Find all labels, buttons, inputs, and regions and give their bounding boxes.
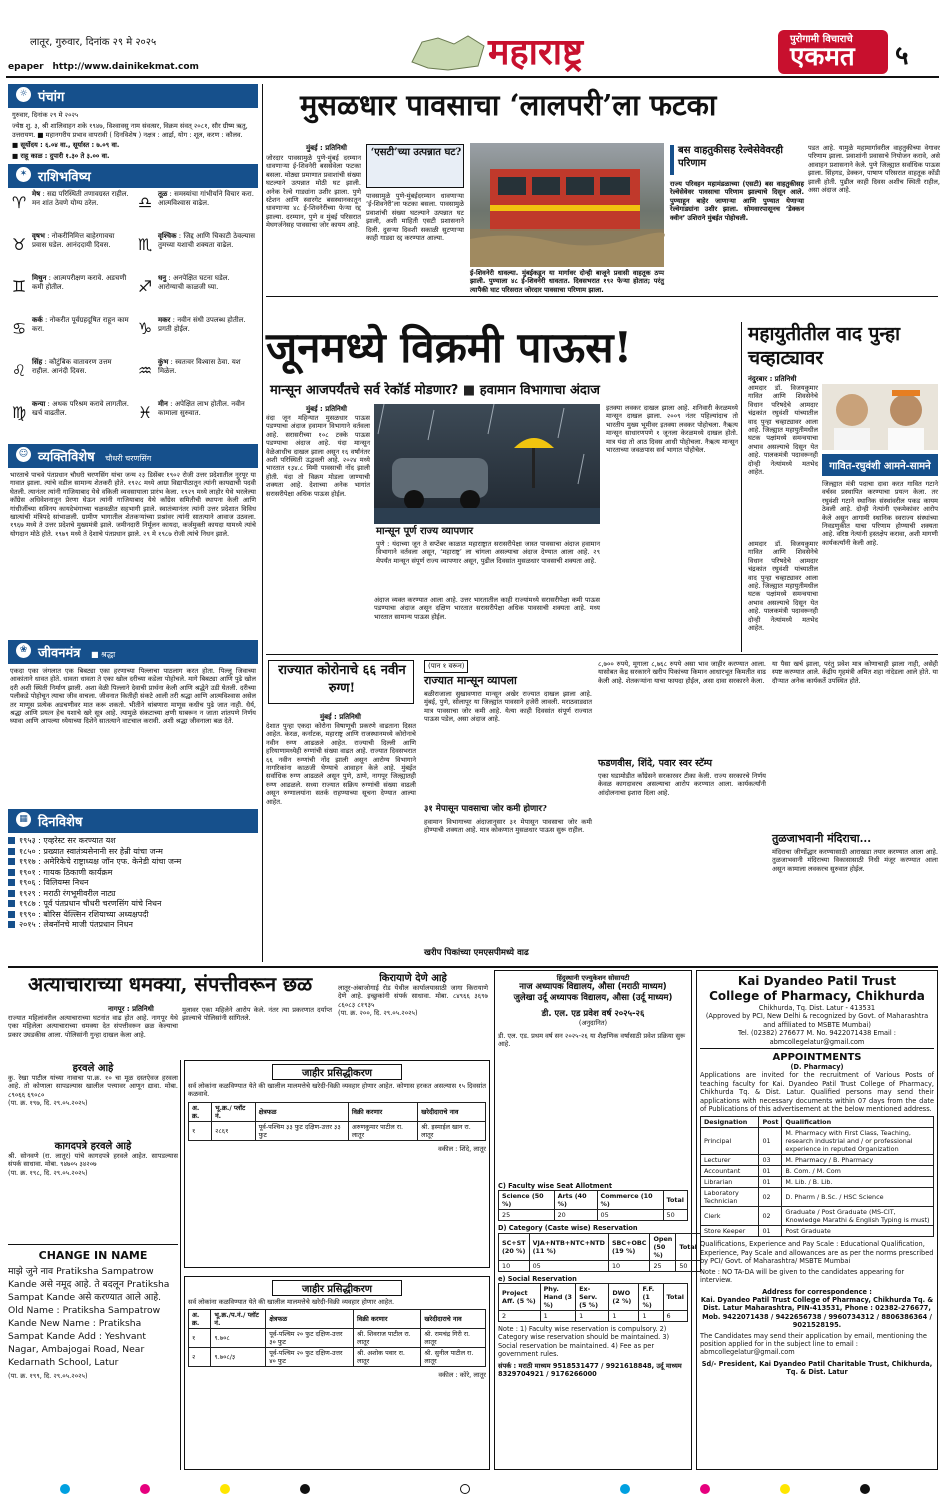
rain-photo — [374, 404, 600, 524]
table-row: Laboratory Technician 02 D. Pharm / B.Sc. / HSC Science — [701, 1188, 934, 1207]
rashi-name: मेष — [32, 190, 41, 199]
rashi-name: कर्क — [32, 316, 43, 325]
mansoon-foot: खरीप पिकांच्या एमएसपीमध्ये वाढ — [424, 948, 529, 958]
rashi-item: ♒ कुंभ : स्वतःवर विश्वास ठेवा. यश मिळेल. — [134, 358, 256, 400]
rashi-text: नवीन संधी उपलब्ध होतील. प्रगती होईल. — [158, 316, 246, 334]
middle-rule — [8, 966, 938, 968]
june-photo-text: पुणे : यंदाच्या जून ते सप्टेंबर काळात महाराष्ट्रात सरासरीपेक्षा जास्त पावसाचा अंदाज हवामान विभागाने वर्तवला असून, ‘महाराष्ट्र’ ला चांगला असल्याचा अंदाज देण्यात आला आहे. २९ मेपर्यंत मान्सून संपूर्ण राज्य व्यापणार असून, पुढील दिवसांत मुसळधार पावसाची शक्यता आहे. — [376, 540, 600, 565]
lost2-title: कागदपत्रे हरवले आहे — [54, 1141, 132, 1152]
rashi-text: नोकरीत पूर्वग्रहदूषित राहून काम करा. — [32, 316, 129, 334]
rashi-text: आत्मपरीक्षण करावे. अडचणी कमी होतील. — [32, 274, 127, 292]
college1-seat-table: Science (50 %) Arts (40 %) Commerce (10 %) Total 25 20 05 50 — [498, 1190, 688, 1221]
rent-ref: (पा. क्र. २००, दि. २९.०५.२०२५) — [338, 1009, 418, 1018]
gemini-icon: ♊ — [11, 277, 27, 297]
college2-addr-title: Address for correspondence : — [762, 1287, 872, 1296]
rashi-text: अनपेक्षित घटना घडेल. आरोग्याची काळजी घ्या. — [158, 274, 230, 292]
corona-body: देशात पुन्हा एकदा कोरोना विषाणूची प्रकरणे वाढताना दिसत आहेत. केरळ, कर्नाटक, महाराष्ट्र आणि राजस्थानमध्ये कोरोनाचे नवीन रुग्ण आढळले आहेत. राज्याची दिल्ली आणि हरियाणामध्येही रुग्णांची संख्या वाढत आहे. राज्यात दिवसभरात ६६ नवीन रुग्णांची नोंद झाली असून आरोग्य विभागाने नागरिकांना काळजी घेण्याचे आवाहन केले आहे. मुंबईत सर्वाधिक रुग्ण आढळले असून पुणे, ठाणे, नागपूर जिल्ह्यातही रुग्ण आढळले. सध्या राज्यात सक्रिय रुग्णांची संख्या वाढली असून रुग्णालयांना सतर्क राहण्याच्या सूचना देण्यात आल्या आहेत. — [266, 722, 416, 806]
table-row: २ ९.७०८/३ पूर्व-पश्चिम २० फुट दक्षिण-उत्तर ४० फुट श्री. अशोक पवार रा. लातूर श्री. सुनील पाटील रा. लातूर — [189, 1348, 486, 1367]
college1 — [494, 970, 697, 1470]
lead-side-title: बस वाहतुकीसह रेल्वेसेवेवरही परिणाम — [678, 145, 783, 169]
rashi-name: मकर — [158, 316, 171, 325]
college2-note: Note : NO TA-DA will be given to the candidates appearing for interview. — [700, 1267, 905, 1285]
mansoon-sub: ३१ मेपासून पावसाचा जोर कमी होणार? — [424, 804, 547, 814]
notice1-intro: सर्व लोकांना कळविण्यात येते की खालील मालमत्तेचे खरेदी-विक्री व्यवहार होणार आहेत. कोणास हरकत असल्यास १५ दिवसांत कळवावे. — [188, 1082, 486, 1099]
map-graphic — [408, 32, 488, 72]
rashi-name: कन्या — [32, 400, 46, 409]
classified-lost2 — [8, 1138, 178, 1236]
rashi-name: तूळ — [158, 190, 168, 199]
rashi-text: अपेक्षित लाभ होतील. नवीन कामाला सुरुवात. — [158, 400, 245, 418]
college1-subtitle: (अनुदानित) — [578, 1019, 608, 1028]
mansoon-body2: हवामान विभागाच्या अंदाजानुसार ३१ मेपासून पावसाचा जोर कमी होण्याची शक्यता आहे. मात्र कोकणात मुसळधार पाऊस सुरू राहील. — [424, 818, 592, 835]
table-row: 2 1 1 1 1 6 — [499, 1311, 688, 1322]
notice2-title: जाहीर प्रसिद्धीकरण — [272, 1280, 402, 1296]
table-row: Lecturer 03 M. Pharmacy / B. Pharmacy — [701, 1155, 934, 1166]
college2-addr-body: Kai. Dyandeo Patil Trust College of Pharmacy, Chikhurda Tq. & Dist. Latur Maharashtra, PIN-413531, Phone : 02382-276677, Mob. 9422071438 / 9422656738 / 9960734312 / 8806386364 / 9021528195. — [700, 1295, 934, 1330]
sagittarius-icon: ♐ — [137, 277, 153, 297]
tulja-body: मंदिराचा जीर्णोद्धार करण्यासाठी आराखडा तयार करण्यात आला आहे. तुळजाभवानी मंदिराच्या विकासासाठी निधी मंजूर करण्यात आला असून कामाला लवकरच सुरुवात होईल. — [772, 848, 938, 873]
left-column — [8, 84, 258, 596]
lead-rule — [266, 296, 938, 297]
college2-phone: Tel. (02382) 276677 M. No. 9422071438 Email : abmcollegelatur@gmail.com — [700, 1029, 934, 1049]
rashi-text: अथक परिश्रम करावे लागतील. खर्च वाढतील. — [32, 400, 130, 418]
rashi-item: ♋ कर्क : नोकरीत पूर्वग्रहदूषित राहून काम करा. — [8, 316, 130, 358]
vyakti-heading-bar — [8, 444, 258, 468]
lead-col1: जोरदार पावसामुळे पुणे-मुंबई दरम्यान धावणाऱ्या ई-शिवनेरी बससेवेला फटका बसला. मोठ्या प्रमाणात प्रवाशांची संख्या घटल्याने उत्पन्नात मोठी घट झाली. अनेक रेल्वे गाड्यांना उशीर झाला. पुणे स्टेशन आणि स्वारगेट बसस्थानकातून धावणाऱ्या ४८ ई-शिवनेरींच्या फेऱ्या रद्द झाल्या. दरम्यान, पुणे व मुंबई परिसरात मेघगर्जनेसह पावसाचा जोर कायम आहे. — [266, 154, 361, 230]
list-item: १९१७ : अमेरिकेचे राष्ट्राध्यक्ष जॉन एफ. केनेडी यांचा जन्म — [8, 857, 258, 868]
june-bottom-rule — [266, 654, 938, 655]
june-sub-b: हवामान विभागाचा अंदाज — [479, 383, 600, 398]
rashi-name: कुंभ — [158, 358, 169, 367]
rashi-heading-bar — [8, 164, 258, 188]
cancer-icon: ♋ — [11, 319, 27, 339]
leaders-photo — [822, 384, 938, 450]
lead-caption: ई-शिवनेरी धावल्या. मुंबईकडून या मार्गावर दोन्ही बाजूने प्रवासी वाहतूक ठप्प झाली. पुण्याला ४८ ई-शिवनेरी धावतात. दिवसभरात १९२ फेऱ्या होतात; परंतु त्यापैकी घाट परिसरात जोरदार पावसाचा परिणाम झाला. — [470, 269, 664, 294]
classified-lost1 — [8, 1060, 178, 1134]
college1-contact: संपर्क : मराठी माध्यम 9518531477 / 9921618848, उर्दू माध्यम 8329704921 / 9176266000 — [498, 1361, 682, 1379]
rashi-text: नोकरीनिमित्त बाहेरगावचा प्रवास घडेल. आनंददायी दिवस. — [32, 232, 115, 250]
capricorn-icon: ♑ — [137, 319, 153, 339]
registration-strip — [0, 1482, 945, 1496]
mahayuti-body-lower: आमदार डॉ. विजयकुमार गावित आणि शिवसेनेचे विधान परिषदेचे आमदार चंद्रकांत रघुवंशी यांच्यातील वाद पुन्हा चव्हाट्यावर आला आहे. जिल्ह्यात महायुतीमधील घटक पक्षांमध्ये समन्वयाचा अभाव असल्याचे दिसून येत आहे. पालकमंत्री पदावरूनही दोन्ही नेत्यांमध्ये मतभेद आहेत. — [748, 540, 818, 633]
rashi-item: ♐ धनु : अनपेक्षित घटना घडेल. आरोग्याची काळजी घ्या. — [134, 274, 256, 316]
epaper-label: epaper — [8, 62, 44, 72]
college1-soc-title: e) Social Reservation — [498, 1274, 577, 1283]
dinvishesh-heading-bar — [8, 809, 258, 833]
rashi-grid — [8, 188, 258, 444]
college1-org: हिंदुस्थानी एज्युकेशन सोसायटी — [556, 974, 630, 982]
college2-last: The Candidates may send their application by email, mentioning the position applied for in the subject line to email : abmcollegelatur@gmail.com — [700, 1331, 927, 1357]
college1-name2: जुलेखा उर्दू अध्यापक विद्यालय, औसा (उर्दू माध्यम) — [513, 993, 673, 1004]
vyakti-body: भारताचे पाचवे पंतप्रधान चौधरी चरणसिंग यांचा जन्म २३ डिसेंबर १९०२ रोजी उत्तर प्रदेशातील नूरपूर या गावात झाला. त्यांचे वडील सामान्य शेतकरी होते. १९२८ मध्ये आग्रा विद्यापीठातून त्यांनी कायद्याची पदवी घेतली. त्यानंतर त्यांनी गाजियाबाद येथे वकिली व्यवसायाला प्रारंभ केला. १९२९ मध्ये लाहोर येथे भरलेल्या काँग्रेस अधिवेशनातून प्रेरणा घेऊन त्यांनी गाजियाबाद येथे काँग्रेस समितीची स्थापना केली आणि गांधीजींच्या सविनय कायदेभंगाच्या चळवळीत सहभागी झाले. स्वातंत्र्यानंतर त्यांनी उत्तर प्रदेशात विविध खात्यांची मंत्रिपदे सांभाळली. ग्रामीण भागातील शेतकऱ्यांच्या प्रश्नांवर त्यांनी सातत्याने आवाज उठवला. १९६७ मध्ये ते उत्तर प्रदेशचे मुख्यमंत्री झाले. जमीनदारी निर्मूलन कायदा, कर्जमुक्ती कायदा यामध्ये त्यांचे योगदान मोठे होते. १९७९ मध्ये ते देशाचे पंतप्रधान झाले. २९ मे १९८७ रोजी त्यांचे निधन झाले. — [10, 471, 256, 538]
registration-mark-icon — [620, 1484, 630, 1494]
change-body: माझे जुने नाव Pratiksha Sampatrow Kande असे नमूद आहे. ते बदलून Pratiksha Sampat Kande असे करण्यात आले आहे. Old Name : Pratiksha Sampatrow Kande New Name : Pratiksha Sampat Kande Add : Yeshvant Nagar, Ambajogai Road, Near Kedarnath School, Latur — [8, 1266, 170, 1368]
congress-headline: फडणवीस, शिंदे, पवार स्वर स्टॅम्प — [598, 758, 713, 769]
classified-rent — [338, 970, 488, 1056]
college2 — [696, 970, 938, 1470]
registration-mark-icon — [220, 1484, 230, 1494]
libra-icon: ♎ — [137, 193, 153, 213]
congress-right: या पैसा खर्च झाला, परंतु प्रवेश मात्र कोणाचाही झाला नाही, असेही स्पष्ट करण्यात आले. केंद्रीय गृहमंत्री अमित शहा नांदेडला आले होते. या दौऱ्यात अनेक कार्यकर्ते उपस्थित होते. — [772, 660, 938, 685]
leo-icon: ♌ — [11, 361, 27, 381]
college1-course: डी. एल. एड प्रवेश वर्ष २०२५-२६ — [541, 1009, 645, 1020]
rain-illustration — [374, 404, 600, 524]
mansoon-headline: राज्यात मान्सून व्यापला — [424, 674, 517, 687]
tulja-title: तुळजाभवानी मंदिराचा... — [772, 832, 872, 845]
left-column-lower — [8, 640, 258, 962]
notice1-title: जाहीर प्रसिद्धीकरण — [272, 1064, 402, 1080]
rashi-item: ♌ सिंह : कौटुंबिक वातावरण उत्तम राहील. आनंदी दिवस. — [8, 358, 130, 400]
corona-headline: राज्यात कोरोनाचे ६६ नवीन रुग्ण! — [278, 663, 406, 696]
lost1-title: हरवले आहे — [72, 1063, 114, 1074]
registration-mark-icon — [300, 1484, 310, 1494]
college1-soc-table: Project Aff. (5 %) Phy. Hand (3 %) Ex-Serv. (5 %) DWO (2 %) F.F. (1 %) Total 2 1 1 1 1 6 — [498, 1283, 688, 1322]
jeevan-sub: ■ श्रद्धा — [90, 650, 116, 659]
table-row: 10 05 10 25 50 — [499, 1260, 701, 1271]
registration-mark-icon — [780, 1484, 790, 1494]
lost2-body: श्री. सोनवणे (रा. लातूर) यांचे कागदपत्रे हरवले आहेत. सापडल्यास संपर्क साधावा. मोबा. ९४७०५ ३४२०७ — [8, 1152, 178, 1169]
notice1-footer: वकील : शिंदे, लातूर — [438, 1144, 486, 1153]
june-divider — [741, 322, 742, 652]
congress-body: ८,७०० रुपये, मूगाला ८,७६८ रुपये असा भाव जाहीर करण्यात आला. यासोबत केंद्र सरकारने खरीप पिकांच्या किमान आधारभूत किमतीत वाढ केली आहे. शेतकऱ्यांना याचा फायदा होईल, असा दावा सरकारने केला. — [598, 660, 766, 685]
lost1-body: कु. रेखा पाटील यांच्या नावाचा पा.क्र. १० चा मूळ दस्तऐवज हरवला आहे. तो कोणाला सापडल्यास खालील पत्त्यावर आणून द्यावा. मोबा. ८९०६६ ६९०८० — [8, 1074, 178, 1099]
college2-name1: Kai Dyandeo Patil Trust — [737, 974, 897, 988]
rashi-name: मीन — [158, 400, 168, 409]
masthead — [0, 0, 945, 78]
panchang-rahu: ■ राहू काळ : दुपारी १.३० ते ३.०० वा. — [12, 151, 110, 160]
vyakti-name: चौधरी चरणसिंग — [105, 454, 152, 464]
calendar-icon: ▦ — [16, 812, 31, 827]
dinvishesh-heading: दिनविशेष — [38, 815, 83, 830]
rashi-name: धनु — [158, 274, 167, 283]
congress-body2: एका घडामोडीत काँग्रेसने सरकारवर टीका केली. राज्य सरकारचे निर्णय केवळ कागदावरच असल्याचा आरोप करण्यात आला. कार्यकर्त्यांनी आंदोलनाचा इशारा दिला आहे. — [598, 772, 766, 797]
rent-title: किरायाणे देणे आहे — [379, 973, 447, 984]
college1-seat-title: C) Faculty wise Seat Allotment — [498, 1181, 612, 1190]
college2-addr: Chikhurda, Tq. Dist. Latur - 413531 — [758, 1004, 876, 1012]
mahayuti-dateline: नंदुरबार : प्रतिनिधी — [748, 375, 797, 383]
rashi-item: ♏ वृश्चिक : जिद्द आणि चिकाटी ठेवल्यास तुमच्या यशाची शक्यता वाढेल. — [134, 232, 256, 274]
june-col1: वंदा जून महिन्यात मुसळधार पाऊस पडण्याचा अंदाज हवामान विभागाने वर्तवला आहे. सरासरीच्या १०८ टक्के पाऊस पडण्याचा अंदाज आहे. यंदा मान्सून वेळेआधीच दाखल झाला असून १६ वर्षांनंतर अशी परिस्थिती उद्भवली आहे. २०२४ मध्ये भारतात १३४.८ मिमी पावसाची नोंद झाली होती. यंदा तो विक्रम मोडला जाण्याची शक्यता आहे. देशाच्या अनेक भागांत सरासरीपेक्षा अधिक पाऊस होईल. — [266, 414, 370, 498]
table-row: १ २८६१ पूर्व-पश्चिम ३३ फुट दक्षिण-उत्तर ३३ फुट अरुणकुमार पाटील रा. लातूर श्री. इस्माईल खान रा. लातूर — [189, 1121, 486, 1140]
rashi-name: सिंह — [32, 358, 43, 367]
date-line: लातूर, गुरुवार, दिनांक २९ मे २०२५ — [30, 37, 157, 48]
atyachar-body: राज्यात महिलांवरील अत्याचाराच्या घटनांत वाढ होत आहे. नागपूर येथे एका महिलेला अत्याचाराच्या धमक्या देत संपत्तीवरून छळ केल्याचा प्रकार उघडकीस आला. पोलिसांनी गुन्हा दाखल केला आहे. — [8, 1014, 178, 1039]
college2-name2: College of Pharmacy, Chikhurda — [709, 989, 925, 1003]
person-icon: ☺ — [16, 447, 31, 462]
leaders-illustration — [822, 384, 938, 450]
bus-photo — [470, 143, 664, 267]
table-row: Principal 01 M. Pharmacy with First Class, Teaching, research industrial and / or professional experience in reputed Organization — [701, 1128, 934, 1155]
rashi-item: ♈ मेष : सद्य परिस्थिती तणावग्रस्त राहील. मन शांत ठेवणे योग्य ठरेल. — [8, 190, 130, 232]
classified-divider — [180, 1060, 181, 1470]
mahayuti-tag-text: गावित-रघुवंशी आमने-सामने — [829, 461, 931, 472]
bus-illustration — [470, 143, 664, 267]
rashi-item: ♓ मीन : अपेक्षित लाभ होतील. नवीन कामाला सुरुवात. — [134, 400, 256, 442]
lost1-ref: (पा. क्र. १९७, दि. २९.०५.२०२५) — [8, 1099, 88, 1108]
june-col2: अंदाज व्यक्त करण्यात आला आहे. उत्तर भारतातील काही राज्यांमध्ये सरासरीपेक्षा कमी पाऊस पडण्याचा अंदाज असून दक्षिण भारतात सरासरीपेक्षा अधिक पावसाची शक्यता आहे. मध्य भारतात सामान्य पाऊस होईल. — [374, 596, 600, 621]
virgo-icon: ♍ — [11, 403, 27, 423]
rashi-text: समस्यांचा गांभीर्याने विचार करा. आत्मविश्वास वाढेल. — [158, 190, 254, 208]
section-title: महाराष्ट्र — [488, 31, 584, 73]
table-row: Accountant 01 B. Com. / M. Com — [701, 1166, 934, 1177]
lead-side-body: राज्य परिवहन महामंडळाच्या (एसटी) बस वाहतुकीसह रेल्वेसेवेवर पावसाचा परिणाम झाल्याचे दिसून आले. पुण्याहून बाहेर जाणाऱ्या आणि पुण्यात येणाऱ्या रेल्वेगाड्यांना उशीर झाला. सोमवारपासूनच ‘डेक्कन क्वीन’ उशिराने मुंबईत पोहोचली. — [670, 180, 804, 222]
registration-mark-icon — [860, 1484, 870, 1494]
classified-change — [8, 1244, 178, 1472]
june-headline: जूनमध्ये विक्रमी पाऊस! — [266, 323, 632, 372]
lead-right-col: पडत आहे. यामुळे महामार्गावरील वाहतुकीच्या वेगावर परिणाम झाला. प्रवाशांनी प्रवासाचे नियोजन करावे, असे आवाहन प्रशासनाने केले. पुणे जिल्ह्यात सर्वाधिक पाऊस झाला. सिंहगड, डेक्कन, पाषाण परिसरात वाहतूक कोंडी झाली होती. पुढील काही दिवस अशीच स्थिती राहील, असा अंदाज आहे. — [808, 144, 940, 195]
table-row: Store Keeper 01 Post Graduate — [701, 1226, 934, 1237]
page-number: ५ — [895, 41, 909, 71]
brand-tagline: पुरोगामी विचाराचे — [790, 34, 853, 45]
june-sub-a: मान्सून आजपर्यंतचे सर्व रेकॉर्ड मोडणार? — [270, 383, 459, 398]
atyachar-body2: मुलावर एका महिलेने आरोप केले. नंतर त्या प्रकरणात दर्याप्त झाल्याचे पोलिसांनी सांगितले. — [182, 1006, 332, 1023]
list-item: १९९० : बोरिस येल्त्सिन रशियाच्या अध्यक्षपदी — [8, 910, 258, 921]
college1-name1: नाज अध्यापक विद्यालय, औसा (मराठी माध्यम) — [519, 982, 667, 993]
college1-cat-table: SC+ST (20 %) VJA+NTB+NTC+NTD (11 %) SBC+OBC (19 %) Open (50 %) Total 10 05 10 25 50 — [498, 1233, 701, 1272]
mahayuti-body2: जिल्ह्यात मंत्री पदाचा दावा करत गावित गटाने वर्चस्व प्रस्थापित करण्याचा प्रयत्न केला. तर रघुवंशी गटाने स्थानिक संस्थांवरील पकड कायम ठेवली आहे. दोन्ही नेत्यांनी एकमेकांवर आरोप केले असून आगामी स्थानिक स्वराज्य संस्थांच्या निवडणुकीत याचा परिणाम होण्याची शक्यता आहे. वरिष्ठ नेत्यांनी हस्तक्षेप करावा, अशी मागणी कार्यकर्त्यांनी केली आहे. — [822, 480, 938, 547]
list-item: १९०६ : विलियम्स निधन — [8, 878, 258, 889]
june-dateline: मुंबई : प्रतिनिधी — [306, 405, 347, 413]
pisces-icon: ♓ — [137, 403, 153, 423]
rashi-heading: राशिभविष्य — [38, 170, 91, 186]
table-row: Clerk 02 Graduate / Post Graduate (MS-CIT, Knowledge Marathi & English Typing is must) — [701, 1207, 934, 1226]
table-row: १ ९.७०८ पूर्व-पश्चिम २० फुट दक्षिण-उत्तर ३० फुट श्री. शिवराज पाटील रा. लातूर श्री. रामचंद्र गिरी रा. लातूर — [189, 1329, 486, 1348]
notice2-intro: सर्व लोकांना कळविण्यात येते की खालील मालमत्तेचे खरेदी-विक्री व्यवहार होणार आहेत. — [188, 1298, 395, 1306]
list-item: १९८७ : पूर्व पंतप्रधान चौधरी चरणसिंग यांचे निधन — [8, 899, 258, 910]
rashi-item: ♑ मकर : नवीन संधी उपलब्ध होतील. प्रगती होईल. — [134, 316, 256, 358]
college2-sign: Sd/- President, Kai Dyandeo Patil Charitable Trust, Chikhurda, Tq. & Dist. Latur — [701, 1359, 933, 1377]
atyachar-headline: अत्याचाराच्या धमक्या, संपत्तीवरून छळ — [28, 972, 313, 996]
rashi-text: कौटुंबिक वातावरण उत्तम राहील. आनंदी दिवस. — [32, 358, 112, 376]
rashi-text: स्वतःवर विश्वास ठेवा. यश मिळेल. — [158, 358, 241, 376]
change-ref: (पा. क्र. १९९, दि. २९.०५.२०२५) — [8, 1372, 88, 1380]
college2-title: APPOINTMENTS — [772, 1052, 862, 1064]
aquarius-icon: ♒ — [137, 361, 153, 381]
rashi-name: वृषभ — [32, 232, 45, 241]
rashi-name: मिथुन — [32, 274, 47, 283]
epaper-line — [8, 62, 199, 73]
college2-table: Designation Post Qualification Principal 01 M. Pharmacy with First Class, Teaching, research industrial and / or professional experience in reputed Organization Lecturer 03 M. Pharmacy / B. Pharmacy Accountant 01 B. Com. / M. Com Librarian 01 M. Lib. / B. Lib. Laboratory Technician 02 D. Pharm / B.Sc. / HSC Science Clerk 02 Graduate / Post Graduate (MS-CIT, Knowledge Marathi & English Typing is must) Store Keeper 01 Post Graduate — [700, 1116, 934, 1237]
table-row: Librarian 01 M. Lib. / B. Lib. — [701, 1177, 934, 1188]
scorpio-icon: ♏ — [137, 235, 153, 255]
list-item: १८५० : प्रख्यात स्वातंत्र्यसेनानी सर हेन्री यांचा जन्म — [8, 847, 258, 858]
epaper-url[interactable]: http://www.dainikekmat.com — [52, 62, 199, 72]
mansoon-label: (पान १ वरून) — [424, 660, 468, 673]
notice2-footer: वकील : कोरे, लातूर — [438, 1371, 486, 1380]
lost2-ref: (पा. क्र. १९८, दि. २९.०५.२०२५) — [8, 1168, 88, 1177]
masthead-rule — [6, 76, 939, 78]
brand-name: एकमत — [790, 42, 855, 72]
rent-body: लातूर-अंबाजोगाई रोड येथील कार्यालयासाठी जागा किरायाणे देणे आहे. इच्छुकांनी संपर्क साधावा. मोबा. ८४९६६ ३६९७ ८६०८३ ८१९३५ — [338, 984, 488, 1009]
change-title: CHANGE IN NAME — [38, 1249, 148, 1262]
college1-info: डी. एल. एड. प्रथम वर्ष सन २०२५-२६ या शैक्षणिक वर्षासाठी प्रवेश प्रक्रिया सुरू आहे. — [498, 1031, 686, 1049]
lead-dateline: मुंबई : प्रतिनिधी — [306, 144, 347, 152]
jeevan-heading: जीवनमंत्र — [38, 646, 81, 661]
lead-headline: मुसळधार पावसाचा ‘लालपरी’ला फटका — [300, 88, 717, 122]
college2-approval: (Approved by PCI, New Delhi & recognized by Govt. of Maharashtra and affiliated to MSBTE Mumbai) — [705, 1012, 929, 1029]
panchang-sunrise: ■ सूर्योदय : ६.०४ वा., सूर्यास्त : ७.०९ वा. — [12, 141, 120, 150]
rashi-item: ♉ वृषभ : नोकरीनिमित्त बाहेरगावचा प्रवास घडेल. आनंददायी दिवस. — [8, 232, 130, 274]
panchang-details: ज्येष्ठ शु. ३, श्री शालिवाहन शके १९४७, विश्वावसु नाम संवत्सर, विक्रम संवत् २०८१, सौर ग्रीष्म ऋतु, उत्तरायण. ■ महानगरीय प्रभाव वापरावी ( दिनविशेष ) नक्षत्र : आर्द्रा, योग : शूल, करण : कौलव. — [12, 122, 248, 139]
panchang-icon: ☼ — [16, 87, 31, 102]
june-photo-title: मान्सून पूर्ण राज्य व्यापणार — [376, 525, 600, 538]
lotus-icon: ❀ — [16, 643, 31, 658]
list-item: १९२९ : मराठी रंगभूमीवरील नाट्य — [8, 889, 258, 900]
notice2-table: अ. क्र. भू.क्र./प.नं./ प्लॉट नं. क्षेत्रफळ विक्री करणार खरेदीदाराचे नाव १ ९.७०८ पूर्व-पश्चिम २० फुट दक्षिण-उत्तर ३० फुट श्री. शिवराज पाटील रा. लातूर श्री. रामचंद्र गिरी रा. लातूर २ ९.७०८/३ पूर्व-पश्चिम २० फुट दक्षिण-उत्तर ४० फुट श्री. अशोक पवार रा. लातूर श्री. सुनील पाटील रा. लातूर — [188, 1309, 486, 1367]
rashi-text: जिद्द आणि चिकाटी ठेवल्यास तुमच्या यशाची शक्यता वाढेल. — [158, 232, 255, 250]
table-row: 25 20 05 50 — [499, 1210, 688, 1221]
vyakti-heading: व्यक्तिविशेष — [38, 450, 95, 466]
registration-mark-icon — [460, 1484, 470, 1494]
rashi-item: ♎ तूळ : समस्यांचा गांभीर्याने विचार करा. आत्मविश्वास वाढेल. — [134, 190, 256, 232]
notice2 — [184, 1276, 490, 1470]
mahayuti-headline: महायुतीतील वाद पुन्हा चव्हाट्यावर — [748, 323, 901, 369]
aries-icon: ♈ — [11, 193, 27, 213]
june-col3: इतक्या लवकर दाखल झाला आहे. शनिवारी केरळमध्ये मान्सून दाखल झाला. २००९ नंतर पहिल्यांदाच तो भारतीय मुख्य भूमीवर इतक्या लवकर पोहोचला. नैऋत्य मान्सून साधारणपणे १ जूनला केरळमध्ये दाखल होतो. मात्र यंदा तो आठ दिवस आधी पोहोचला. नैऋत्य मान्सून भारताच्या जवळपास सर्व भागात पोहोचेल. — [606, 404, 738, 455]
college1-note: Note : 1) Faculty wise reservation is compulsory. 2) Category wise reservation should be maintained. 3) Social reservation be maintained. 4) Fee as per government rules. — [498, 1325, 670, 1359]
list-item: १९०१ : गायक ठिकाणी कार्यक्रम — [8, 868, 258, 879]
registration-mark-icon — [700, 1484, 710, 1494]
mansoon-body: बळीराजाला सुखावणारा मान्सून अखेर राज्यात दाखल झाला आहे. मुंबई, पुणे, सोलापूर या जिल्ह्यांत पावसाने हजेरी लावली. मराठवाड्यात मात्र पावसाचा जोर कमी आहे. येत्या काही दिवसांत संपूर्ण राज्यात पाऊस पडेल, असा अंदाज आहे. — [424, 690, 592, 724]
college1-cat-title: D) Category (Caste wise) Reservation — [498, 1224, 638, 1233]
notice1 — [184, 1060, 490, 1268]
left-column-divider — [262, 84, 263, 962]
registration-mark-icon — [140, 1484, 150, 1494]
jeevan-body: एकदा एका जंगलात एक बिबट्या एका हरणाच्या पिल्लाचा पाठलाग करत होता. पिल्लू जिवाच्या आकांताने धावत होते. धावता धावता ते एका खोल दरीच्या कडेला पोहोचले. मागे बिबट्या आणि पुढे खोल दरी अशी स्थिती निर्माण झाली. अशा वेळी पिल्लाने देवाची प्रार्थना केली आणि श्रद्धेने उडी घेतली. दरीच्या पलीकडे पोहोचून त्याचा जीव वाचला. जीवनात कितीही संकटे आली तरी श्रद्धा आणि आत्मविश्वास असेल तर माणूस प्रत्येक अडचणीवर मात करू शकतो. भीतीने थांबणारा माणूस कधीच पुढे जात नाही. धैर्य, श्रद्धा आणि प्रयत्न हेच यशाचे खरे सूत्र आहे. त्यामुळे संकटाच्या क्षणी घाबरून न जाता शांतपणे निर्णय घ्यावा आणि आपल्या ध्येयाच्या दिशेने सातत्याने वाटचाल करावी. अशी श्रद्धा जीवनाला बळ देते. — [10, 667, 256, 726]
corona-dateline: मुंबई : प्रतिनिधी — [320, 713, 361, 721]
rashi-item: ♍ कन्या : अथक परिश्रम करावे लागतील. खर्च वाढतील. — [8, 400, 130, 442]
registration-mark-icon — [60, 1484, 70, 1494]
notice1-table: अ. क्र. भू.क्र./ प्लॉट नं. क्षेत्रफळ विक्री करणार खरेदीदाराचे नाव १ २८६१ पूर्व-पश्चिम ३३ फुट दक्षिण-उत्तर ३३ फुट अरुणकुमार पाटील रा. लातूर श्री. इस्माईल खान रा. लातूर — [188, 1102, 486, 1141]
rashi-item: ♊ मिथुन : आत्मपरीक्षण करावे. अडचणी कमी होतील. — [8, 274, 130, 316]
june-subheading: मान्सून आजपर्यंतचे सर्व रेकॉर्ड मोडणार? ■ हवामान विभागाचा अंदाज — [270, 383, 600, 398]
lead-side-accent — [670, 145, 674, 175]
college2-qual: Qualifications, Experience and Pay Scale : Educational Qualification, Experience, Pay Scale and allowances are as per the norms prescribed by PCI/ Govt. of Maharashtra/ MSBTE Mumbai — [700, 1240, 934, 1266]
jeevan-heading-bar — [8, 640, 258, 664]
mahayuti-body: आमदार डॉ. विजयकुमार गावित आणि शिवसेनेचे विधान परिषदेचे आमदार चंद्रकांत रघुवंशी यांच्यातील वाद पुन्हा चव्हाट्यावर आला आहे. जिल्ह्यात महायुतीमधील घटक पक्षांमध्ये समन्वयाचा अभाव असल्याचे दिसून येत आहे. पालकमंत्री पदावरूनही दोन्ही नेत्यांमध्ये मतभेद आहेत. — [748, 384, 818, 477]
panchang-heading: पंचांग — [38, 90, 65, 105]
lead-box-title: ‘एसटी’च्या उत्पन्नात घट? — [370, 147, 462, 158]
college2-subtitle: (D. Pharmacy) — [790, 1063, 844, 1072]
college2-intro: Applications are invited for the recruitment of Various Posts of teaching faculty for Kai. Dyandeo Patil Trust College of Pharmacy, Chikhurda Tq. & Dist. Latur. Qualified persons may send their applications with necessary documents within 07 days from the date of Publications of this advertisement at the below mentioned address. — [700, 1071, 934, 1114]
panchang-date: गुरुवार, दिनांक २९ मे २०२५ — [12, 111, 79, 119]
dinvishesh-list — [8, 836, 258, 931]
rashi-text: सद्य परिस्थिती तणावग्रस्त राहील. मन शांत ठेवणे योग्य ठरेल. — [32, 190, 129, 208]
panchang-heading-bar — [8, 84, 258, 108]
list-item: १९५३ : एव्हरेस्ट सर करण्यात यश — [8, 836, 258, 847]
lead-col2: पावसामुळे पुणे-मुंबईदरम्यान धावणाऱ्या ‘ई-शिवनेरी’ला फटका बसला. पावसामुळे प्रवाशांची संख्या घटल्याने उत्पन्नात घट झाली, अशी माहिती एसटी प्रशासनाने दिली. दुसऱ्या दिवशी सकाळी सुटणाऱ्या काही गाड्या रद्द करण्यात आल्या. — [366, 192, 464, 243]
list-item: २०१५ : लेबनॉनचे माजी पंतप्रधान निधन — [8, 920, 258, 931]
atyachar-dateline: नागपूर : प्रतिनिधी — [108, 1005, 154, 1013]
rashi-name: वृश्चिक — [158, 232, 177, 241]
rashi-icon: ✶ — [16, 167, 31, 182]
taurus-icon: ♉ — [11, 235, 27, 255]
